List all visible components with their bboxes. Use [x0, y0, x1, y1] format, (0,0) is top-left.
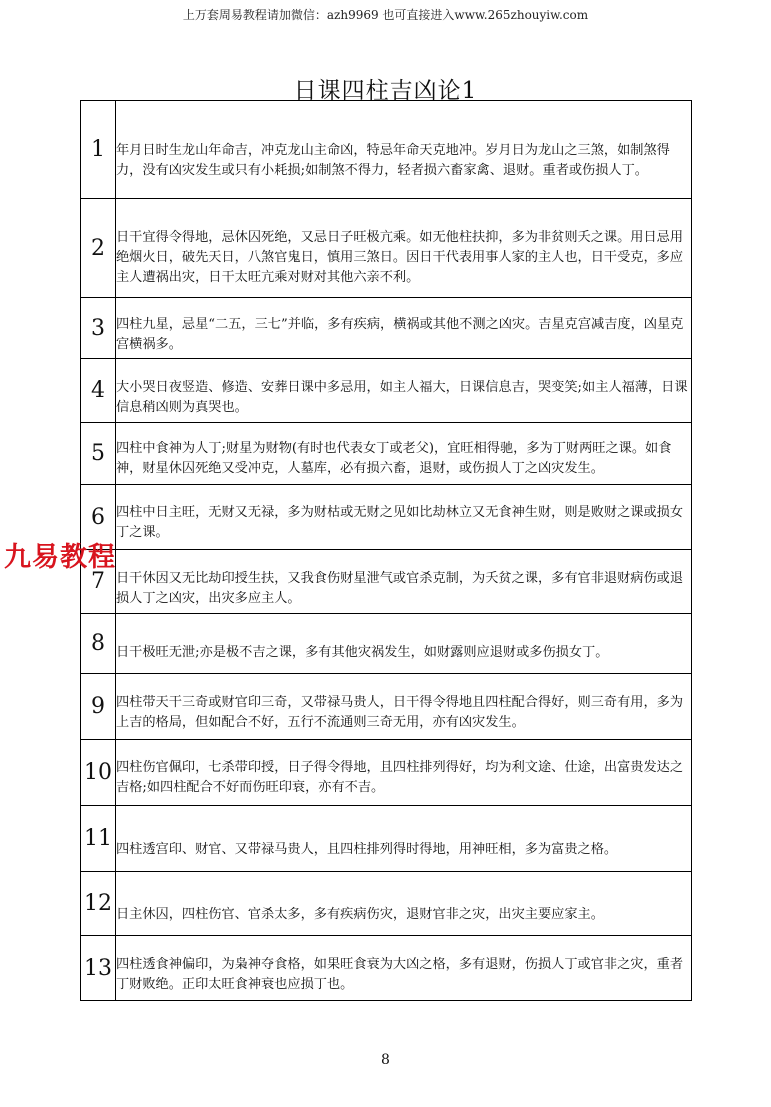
row-text: 四柱九星，忌星“二五，三七”并临，多有疾病，横祸或其他不测之凶灾。吉星克宫减吉度，凶星克宫横祸多。: [116, 298, 692, 359]
row-number: 1: [81, 101, 116, 199]
table-row: [81, 806, 692, 872]
table-row: [81, 740, 692, 806]
row-number: 10: [81, 740, 116, 806]
row-number: 5: [81, 423, 116, 485]
table-row: [81, 872, 692, 936]
row-text: 四柱伤官佩印，七杀带印授，日子得令得地，且四柱排列得好，均为利文途、仕途，出富贵发达之吉格;如四柱配合不好而伤旺印衰，亦有不吉。: [116, 740, 692, 806]
row-number: 7: [81, 550, 116, 614]
table-row: [81, 485, 692, 550]
rules-table: [80, 100, 692, 1001]
table-row: [81, 298, 692, 359]
row-number: 2: [81, 199, 116, 298]
page-number: 8: [381, 1052, 390, 1068]
row-text: 四柱透宫印、财官、又带禄马贵人，且四柱排列得时得地，用神旺相，多为富贵之格。: [116, 806, 692, 872]
row-text: 四柱中日主旺，无财又无禄，多为财枯或无财之见如比劫林立又无食神生财，则是败财之课或损女丁之课。: [116, 485, 692, 550]
row-text: 大小哭日夜竖造、修造、安葬日课中多忌用，如主人福大，日课信息吉，哭变笑;如主人福薄，日课信息稍凶则为真哭也。: [116, 359, 692, 423]
row-text: 日干宜得令得地，忌休囚死绝，又忌日子旺极亢乘。如无他柱扶抑，多为非贫则夭之课。用日忌用绝烟火日，破先天日，八煞官鬼日，慎用三煞日。因日干代表用事人家的主人也，日干受克，多应主人遭祸出灾，日干太旺亢乘对财对其他六亲不利。: [116, 199, 692, 298]
table-row: [81, 614, 692, 674]
row-number: 3: [81, 298, 116, 359]
table-row: [81, 936, 692, 1001]
row-text: 四柱中食神为人丁;财星为财物(有时也代表女丁或老父)，宜旺相得驰，多为丁财两旺之课。如食神，财星休囚死绝又受冲克，人墓库，必有损六畜，退财，或伤损人丁之凶灾发生。: [116, 423, 692, 485]
row-number: 13: [81, 936, 116, 1001]
row-number: 6: [81, 485, 116, 550]
row-number: 11: [81, 806, 116, 872]
table-row: [81, 423, 692, 485]
page-title: 日课四柱吉凶论1: [293, 78, 478, 104]
row-text: 日干休因又无比劫印授生扶，又我食伤财星泄气或官杀克制，为夭贫之课，多有官非退财病伤或退损人丁之凶灾，出灾多应主人。: [116, 550, 692, 614]
row-number: 4: [81, 359, 116, 423]
row-number: 8: [81, 614, 116, 674]
page-header-notice: 上万套周易教程请加微信：azh9969 也可直接进入www.265zhouyiw.com: [182, 8, 589, 22]
row-text: 日主休囚，四柱伤官、官杀太多，多有疾病伤灾，退财官非之灾，出灾主要应家主。: [116, 872, 692, 936]
row-text: 日干极旺无泄;亦是极不吉之课，多有其他灾祸发生，如财露则应退财或多伤损女丁。: [116, 614, 692, 674]
table-row: [81, 359, 692, 423]
row-text: 年月日时生龙山年命吉，冲克龙山主命凶，特忌年命天克地冲。岁月日为龙山之三煞，如制煞得力，没有凶灾发生或只有小耗损;如制煞不得力，轻者损六畜家禽、退财。重者或伤损人丁。: [116, 101, 692, 199]
row-text: 四柱带天干三奇或财官印三奇，又带禄马贵人，日干得令得地且四柱配合得好，则三奇有用，多为上吉的格局，但如配合不好，五行不流通则三奇无用，亦有凶灾发生。: [116, 674, 692, 740]
table-row: [81, 101, 692, 199]
row-number: 9: [81, 674, 116, 740]
watermark-logo: 九易教程: [4, 542, 116, 573]
table-row: [81, 550, 692, 614]
table-row: [81, 199, 692, 298]
row-number: 12: [81, 872, 116, 936]
row-text: 四柱透食神偏印，为枭神夺食格，如果旺食衰为大凶之格，多有退财，伤损人丁或官非之灾，重者丁财败绝。正印太旺食神衰也应损丁也。: [116, 936, 692, 1001]
table-row: [81, 674, 692, 740]
